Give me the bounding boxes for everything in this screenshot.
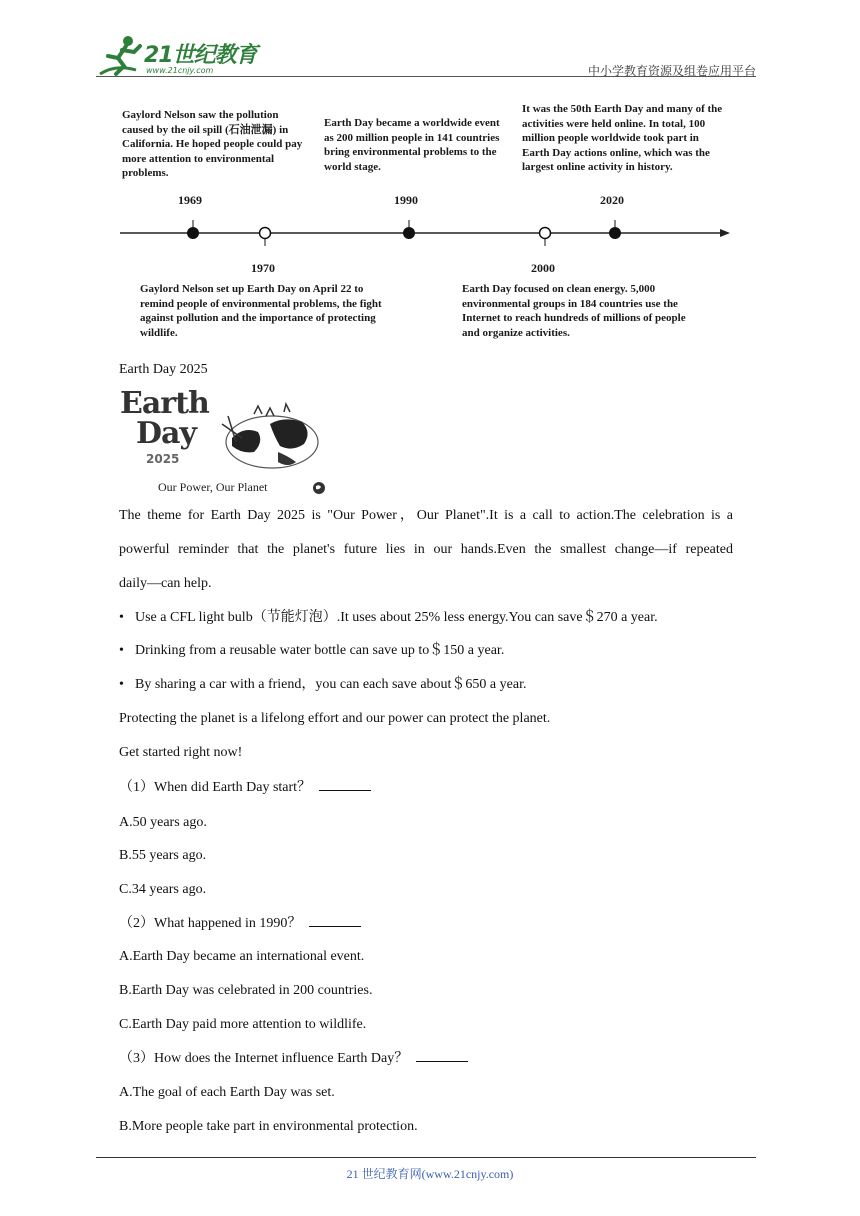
answer-blank[interactable] <box>319 778 371 791</box>
poster-title-earth: Earth <box>120 386 209 421</box>
marker-1969 <box>187 227 199 239</box>
question-3-stem: （3）How does the Internet influence Earth Day？ <box>119 1049 468 1069</box>
timeline-note-1969: Gaylord Nelson saw the pollution caused by the oil spill (石油泄漏) in California. He hoped people could pay more attention to environmental problems. <box>122 109 303 179</box>
intro-line-3: daily—can help. <box>119 576 212 591</box>
year-2020: 2020 <box>600 193 624 207</box>
list-item <box>119 675 526 695</box>
section-title: Earth Day 2025 <box>119 362 208 377</box>
question-1-option-a[interactable]: A.50 years ago. <box>119 815 207 830</box>
bullet-text: Use a CFL light bulb（节能灯泡）.It uses about 25% less energy.You can save＄270 a year. <box>135 610 658 625</box>
bullet-text: By sharing a car with a friend，you can each save about＄650 a year. <box>135 677 527 692</box>
poster-title-day: Day <box>136 416 196 451</box>
question-3-option-b[interactable]: B.More people take part in environmental protection. <box>119 1119 418 1134</box>
marker-2000 <box>540 228 551 239</box>
question-2-option-c[interactable]: C.Earth Day paid more attention to wildlife. <box>119 1017 367 1032</box>
list-item <box>119 641 504 661</box>
list-item <box>119 608 658 628</box>
header-divider <box>96 76 756 77</box>
marker-1970 <box>260 228 271 239</box>
question-2-stem: （2）What happened in 1990？ <box>119 914 361 934</box>
question-1-stem: （1）When did Earth Day start？ <box>119 778 371 798</box>
globe-illustration-icon <box>214 402 324 474</box>
bullet-icon: • <box>119 643 124 658</box>
intro-line-1: The theme for Earth Day 2025 is "Our Power，Our Planet".It is a call to action.The celebration is a <box>119 508 733 523</box>
earth-badge-icon <box>312 481 326 495</box>
bullet-text: Drinking from a reusable water bottle can save up to＄150 a year. <box>135 643 505 658</box>
header-slogan: 中小学教育资源及组卷应用平台 <box>587 64 756 78</box>
timeline-note-2020: It was the 50th Earth Day and many of the activities were held online. In total, 100 million people worldwide took part in Earth Day actions online, which was the largest online activity in history. <box>522 103 723 173</box>
timeline-note-1990: Earth Day became a worldwide event as 200 million people in 141 countries bring environmental problems to the world stage. <box>324 117 500 173</box>
poster-slogan: Our Power, Our Planet <box>158 480 268 494</box>
year-1969: 1969 <box>178 193 202 207</box>
question-3-option-a[interactable]: A.The goal of each Earth Day was set. <box>119 1085 335 1100</box>
closing-line-1: Protecting the planet is a lifelong effort and our power can protect the planet. <box>119 711 551 726</box>
year-2000: 2000 <box>531 261 555 275</box>
answer-blank[interactable] <box>309 914 361 927</box>
bullet-icon: • <box>119 610 124 625</box>
closing-line-2: Get started right now! <box>119 745 243 760</box>
intro-line-2: powerful reminder that the planet's future lies in our hands.Even the smallest change—if repeated <box>119 542 733 557</box>
question-2-option-a[interactable]: A.Earth Day became an international event. <box>119 949 365 964</box>
footer-link[interactable]: 21 世纪教育网(www.21cnjy.com) <box>346 1167 514 1181</box>
timeline-axis <box>118 218 732 248</box>
answer-blank[interactable] <box>416 1049 468 1062</box>
page-header <box>96 34 756 78</box>
poster-year: 2025 <box>146 452 180 466</box>
logo-url: www.21cnjy.com <box>146 66 214 75</box>
earth-day-2025-poster <box>118 386 330 498</box>
footer-divider <box>96 1157 756 1158</box>
bullet-icon: • <box>119 677 124 692</box>
timeline-note-1970: Gaylord Nelson set up Earth Day on April 22 to remind people of environmental problems, the fight against pollution and the importance of protecting wildlife. <box>140 283 382 339</box>
site-logo[interactable] <box>96 34 266 78</box>
earth-day-timeline <box>118 98 732 348</box>
year-1970: 1970 <box>251 261 275 275</box>
marker-2020 <box>609 227 621 239</box>
year-1990: 1990 <box>394 193 418 207</box>
question-2-option-b[interactable]: B.Earth Day was celebrated in 200 countries. <box>119 983 373 998</box>
timeline-note-2000: Earth Day focused on clean energy. 5,000 environmental groups in 184 countries use the Internet to reach hundreds of millions of people and organize activities. <box>462 283 686 339</box>
marker-1990 <box>403 227 415 239</box>
question-1-option-b[interactable]: B.55 years ago. <box>119 848 207 863</box>
logo-brand: 21世纪教育 <box>144 43 257 68</box>
question-1-option-c[interactable]: C.34 years ago. <box>119 882 207 897</box>
